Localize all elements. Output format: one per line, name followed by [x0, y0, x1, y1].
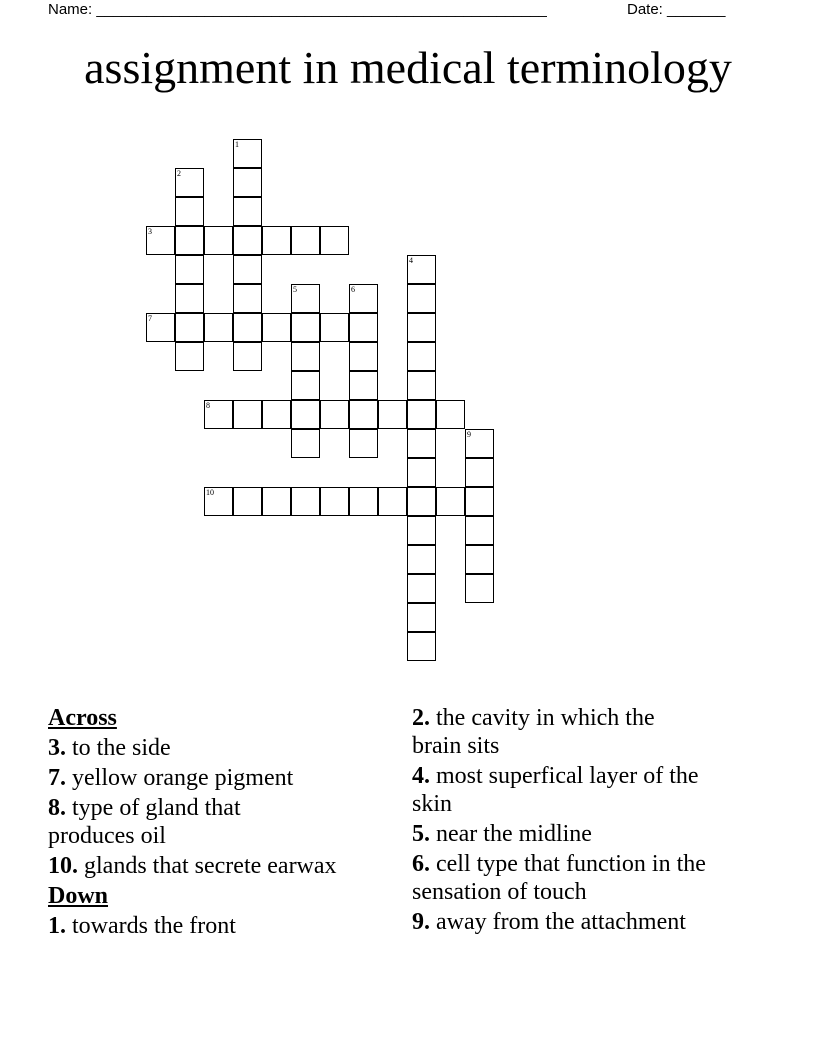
clue-text: cell type that function in the sensation of touch	[412, 851, 706, 905]
cell-number: 2	[177, 169, 181, 178]
grid-cell[interactable]	[146, 313, 175, 342]
clue-down-1	[48, 912, 393, 940]
grid-cell[interactable]	[349, 313, 378, 342]
cell-number: 1	[235, 140, 239, 149]
grid-cell[interactable]	[320, 313, 349, 342]
grid-cell[interactable]	[407, 574, 436, 603]
clue-text: most superfical layer of the skin	[412, 763, 699, 817]
clue-down-2	[412, 704, 702, 760]
grid-cell[interactable]	[175, 313, 204, 342]
grid-cell[interactable]	[349, 487, 378, 516]
grid-cell[interactable]	[407, 545, 436, 574]
clue-text: type of gland that produces oil	[48, 795, 241, 849]
grid-cell[interactable]	[233, 313, 262, 342]
grid-cell[interactable]	[378, 400, 407, 429]
clue-down-6	[412, 850, 717, 906]
grid-cell[interactable]	[465, 545, 494, 574]
grid-cell[interactable]	[204, 313, 233, 342]
grid-cell[interactable]	[407, 516, 436, 545]
clue-text: glands that secrete earwax	[84, 853, 337, 879]
clue-down-4	[412, 762, 712, 818]
date-field[interactable]	[627, 0, 725, 20]
grid-cell[interactable]	[465, 487, 494, 516]
grid-cell[interactable]	[378, 487, 407, 516]
clue-text: the cavity in which the brain sits	[412, 705, 655, 759]
grid-cell[interactable]	[233, 255, 262, 284]
grid-cell[interactable]	[407, 284, 436, 313]
grid-cell[interactable]	[407, 255, 436, 284]
clue-across-10	[48, 852, 393, 880]
grid-cell[interactable]	[407, 342, 436, 371]
grid-cell[interactable]	[262, 226, 291, 255]
across-heading: Across	[48, 705, 117, 731]
cell-number: 10	[206, 488, 214, 497]
date-line: _______	[667, 1, 726, 18]
grid-cell[interactable]	[465, 429, 494, 458]
clue-number: 8.	[48, 795, 66, 821]
clue-text: towards the front	[72, 913, 236, 939]
grid-cell[interactable]	[436, 400, 465, 429]
clue-down-9	[412, 908, 742, 936]
grid-cell[interactable]	[175, 226, 204, 255]
clue-number: 3.	[48, 735, 66, 761]
grid-cell[interactable]	[233, 284, 262, 313]
grid-cell[interactable]	[349, 371, 378, 400]
grid-cell[interactable]	[291, 487, 320, 516]
clue-number: 4.	[412, 763, 430, 789]
clue-across-3	[48, 734, 393, 762]
name-label: Name:	[48, 1, 93, 18]
clue-number: 5.	[412, 821, 430, 847]
page-title: assignment in medical terminology	[84, 42, 732, 93]
grid-cell[interactable]	[407, 371, 436, 400]
clue-text: near the midline	[436, 821, 592, 847]
clue-across-7	[48, 764, 393, 792]
grid-cell[interactable]	[291, 400, 320, 429]
grid-cell[interactable]	[175, 342, 204, 371]
grid-cell[interactable]	[233, 226, 262, 255]
cell-number: 8	[206, 401, 210, 410]
date-label: Date:	[627, 1, 663, 18]
grid-cell[interactable]	[407, 632, 436, 661]
grid-cell[interactable]	[233, 168, 262, 197]
grid-cell[interactable]	[320, 226, 349, 255]
clue-text: away from the attachment	[436, 909, 686, 935]
grid-cell[interactable]	[233, 400, 262, 429]
grid-cell[interactable]	[262, 487, 291, 516]
cell-number: 9	[467, 430, 471, 439]
clues-left-column	[48, 704, 393, 942]
grid-cell[interactable]	[407, 429, 436, 458]
grid-cell[interactable]	[291, 371, 320, 400]
grid-cell[interactable]	[175, 168, 204, 197]
grid-cell[interactable]	[465, 516, 494, 545]
grid-cell[interactable]	[291, 226, 320, 255]
grid-cell[interactable]	[204, 400, 233, 429]
grid-cell[interactable]	[407, 603, 436, 632]
grid-cell[interactable]	[320, 400, 349, 429]
grid-cell[interactable]	[233, 342, 262, 371]
grid-cell[interactable]	[407, 400, 436, 429]
clue-number: 6.	[412, 851, 430, 877]
grid-cell[interactable]	[320, 487, 349, 516]
grid-cell[interactable]	[233, 139, 262, 168]
grid-cell[interactable]	[233, 197, 262, 226]
grid-cell[interactable]	[407, 487, 436, 516]
grid-cell[interactable]	[436, 487, 465, 516]
grid-cell[interactable]	[465, 574, 494, 603]
grid-cell[interactable]	[291, 429, 320, 458]
grid-cell[interactable]	[349, 342, 378, 371]
cell-number: 6	[351, 285, 355, 294]
clue-text: yellow orange pigment	[72, 765, 294, 791]
grid-cell[interactable]	[204, 487, 233, 516]
clue-number: 9.	[412, 909, 430, 935]
cell-number: 4	[409, 256, 413, 265]
cell-number: 7	[148, 314, 152, 323]
clue-text: to the side	[72, 735, 171, 761]
grid-cell[interactable]	[291, 284, 320, 313]
clue-number: 1.	[48, 913, 66, 939]
grid-cell[interactable]	[291, 313, 320, 342]
name-field[interactable]	[48, 0, 547, 20]
clue-down-5	[412, 820, 742, 848]
grid-cell[interactable]	[233, 487, 262, 516]
grid-cell[interactable]	[175, 284, 204, 313]
grid-cell[interactable]	[407, 313, 436, 342]
grid-cell[interactable]	[262, 400, 291, 429]
grid-cell[interactable]	[204, 226, 233, 255]
name-line: ______________________________________________________	[96, 1, 547, 18]
cell-number: 3	[148, 227, 152, 236]
clue-number: 2.	[412, 705, 430, 731]
clues-right-column	[412, 704, 742, 938]
clue-number: 7.	[48, 765, 66, 791]
grid-cell[interactable]	[349, 400, 378, 429]
grid-cell[interactable]	[262, 313, 291, 342]
cell-number: 5	[293, 285, 297, 294]
grid-cell[interactable]	[291, 342, 320, 371]
grid-cell[interactable]	[349, 284, 378, 313]
grid-cell[interactable]	[407, 458, 436, 487]
grid-cell[interactable]	[175, 255, 204, 284]
down-heading: Down	[48, 883, 109, 909]
clue-number: 10.	[48, 853, 78, 879]
grid-cell[interactable]	[349, 429, 378, 458]
grid-cell[interactable]	[465, 458, 494, 487]
grid-cell[interactable]	[146, 226, 175, 255]
grid-cell[interactable]	[175, 197, 204, 226]
clue-across-8	[48, 794, 298, 850]
